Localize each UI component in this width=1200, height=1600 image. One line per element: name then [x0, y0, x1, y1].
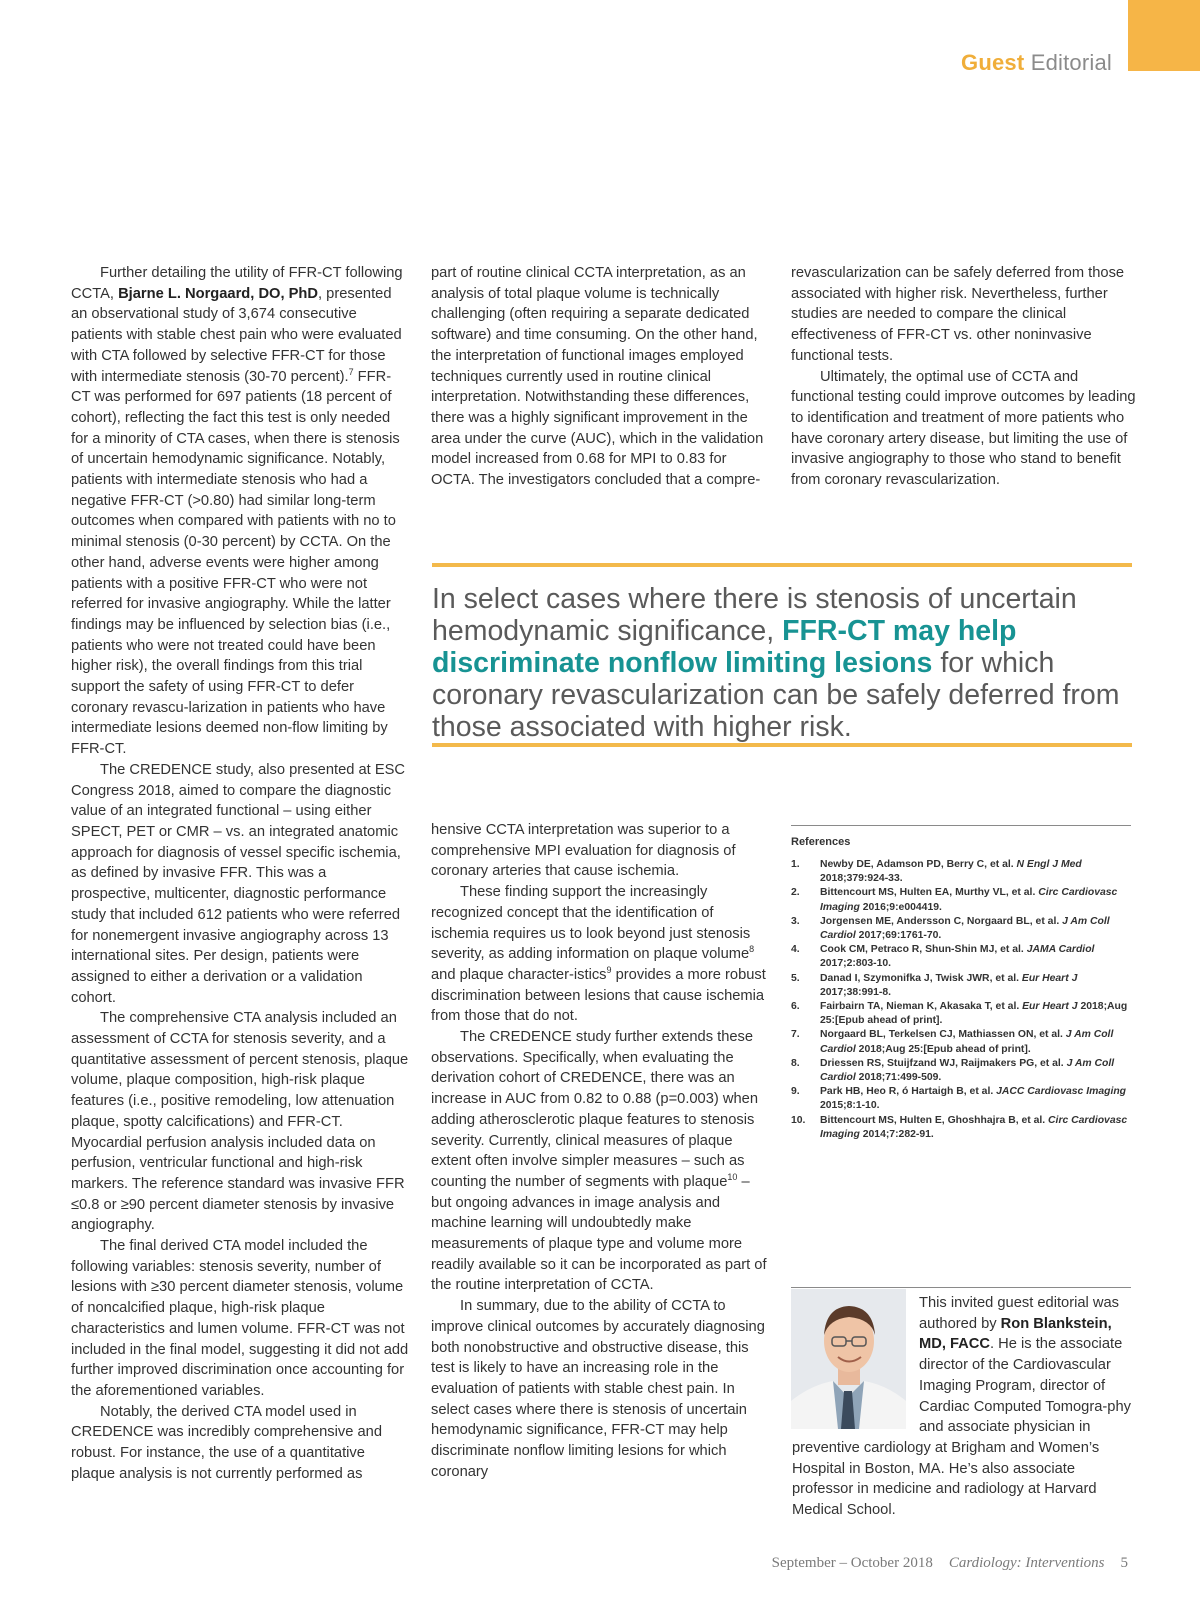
paragraph: The final derived CTA model included the following variables: stenosis severity, number of lesions with ≥30 percent diameter stenosis, volume of noncalcified plaque, high-risk plaque characteristics and lumen volume. FFR-CT was not included in the final model, suggesting it did not add further improved discrimination once accounting for the aforementioned variables. — [71, 1238, 409, 1399]
reference-marker: 8 — [749, 944, 755, 955]
paragraph: In summary, due to the ability of CCTA to improve clinical outcomes by accurately diagnosing both nonobstructive and obstructive disease, this test is likely to have an increasing role in the evaluation of patients with stable chest pain. In select cases where there is stenosis of uncertain hemodynamic significance, FFR-CT may help discriminate nonflow limiting lesions for which coronary — [431, 1298, 765, 1480]
reference-number: 4. — [791, 944, 800, 956]
article-column-3-top — [791, 263, 1136, 491]
reference-number: 9. — [791, 1086, 800, 1098]
paragraph: The CREDENCE study, also presented at ESC Congress 2018, aimed to compare the diagnostic value of an integrated functional – using either SPECT, PET or CMR – vs. an integrated anatomic approach for diagnosis of vessel specific ischemia, as defined by invasive FFR. This was a prospective, multicenter, diagnostic performance study that included 612 patients who were referred for nonemergent invasive angiography across 13 international sites. Per design, patients were assigned to either a derivation or a validation cohort. — [71, 761, 406, 1006]
paragraph: part of routine clinical CCTA interpretation, as an analysis of total plaque volume is technically challenging (often requiring a separate dedicated software) and time consuming. On the other hand, the interpretation of functional images employed techniques currently used in routine clinical interpretation. Notwithstanding these differences, there was a highly significant improvement in the area under the curve (AUC), which in the validation model increased from 0.68 for MPI to 0.83 for OCTA. The investigators concluded that a compre- — [431, 265, 764, 489]
reference-journal: Circ Cardiovasc Imaging — [820, 887, 1118, 913]
reference-journal: JACC Cardiovasc Imaging — [996, 1086, 1127, 1098]
reference-number: 1. — [791, 859, 800, 870]
author-box-rule — [791, 1287, 1131, 1288]
article-column-1 — [71, 263, 409, 1484]
article-column-2-top — [431, 263, 766, 491]
reference-item: 10. Bittencourt MS, Hulten E, Ghoshhajra B, et al. Circ Cardiovasc Imaging 2014;7:282-91. — [791, 1114, 1128, 1140]
reference-item: 9. Park HB, Heo R, ó Hartaigh B, et al. JACC Cardiovasc Imaging 2015;8:1-10. — [791, 1086, 1127, 1112]
paragraph: The CREDENCE study further extends these observations. Specifically, when evaluating the derivation cohort of CREDENCE, there was an increase in AUC from 0.82 to 0.88 (p=0.003) when adding atherosclerotic plaque features to stenosis severity. Currently, clinical measures of plaque extent often involve simpler measures – such as counting the number of segments with plaque$^{10}$ – but ongoing advances in image analysis and machine learning will undoubtedly make measurements of plaque type and volume more readily available so it can be incorporated as part of the routine interpretation of CCTA. — [431, 1029, 767, 1294]
presenter-name: Bjarne L. Norgaard, DO, PhD — [118, 285, 319, 302]
paragraph: The comprehensive CTA analysis included an assessment of CCTA for stenosis severity, and a quantitative assessment of percent stenosis, plaque volume, plaque composition, high-risk plaque features (i.e., positive remodeling, low attenuation plaque, spotty calcifications) and FFR-CT. Myocardial perfusion analysis included data on perfusion, ventricular functional and high-risk markers. The reference standard was invasive FFR ≤0.8 or ≥90 percent diameter stenosis by invasive angiography. — [71, 1010, 409, 1234]
author-name: Ron Blankstein, MD, FACC — [919, 1315, 1112, 1353]
reference-item: 6. Fairbairn TA, Nieman K, Akasaka T, et al. Eur Heart J 2018;Aug 25:[Epub ahead of print]. — [791, 1001, 1128, 1027]
reference-item: 5. Danad I, Szymonifka J, Twisk JWR, et al. Eur Heart J 2017;38:991-8. — [791, 972, 1078, 998]
page-number: 5 — [1120, 1555, 1128, 1571]
reference-number: 5. — [791, 972, 800, 984]
reference-journal: N Engl J Med — [1016, 859, 1082, 870]
pull-quote — [432, 563, 1132, 747]
paragraph: Further detailing the utility of FFR-CT following CCTA, Bjarne L. Norgaard, DO, PhD, presented an observational study of 3,674 consecutive patients with stable chest pain who were evaluated with CTA followed by selective FFR-CT for those with intermediate stenosis (30-70 percent).$^7$ FFR-CT was performed for 697 patients (18 percent of cohort), reflecting the fact this test is only needed for a minority of CTA cases, when there is stenosis of uncertain hemodynamic significance. Notably, patients with intermediate stenosis who had a negative FFR-CT (>0.80) had similar long-term outcomes when compared with patients with no to minimal stenosis (0-30 percent) by CCTA. On the other hand, adverse events were higher among patients with a positive FFR-CT who were not referred for invasive angiography. While the latter findings may be influenced by selection bias (i.e., patients who were not treated could have been higher risk), the overall findings from this trial support the safety of using FFR-CT to defer coronary revascu-larization in patients who have intermediate lesions deemed non-flow limiting by FFR-CT. — [71, 265, 403, 758]
paragraph: Ultimately, the optimal use of CCTA and functional testing could improve outcomes by leading to identification and treatment of more patients who have coronary artery disease, but limiting the use of invasive angiography to those who stand to benefit from coronary revascularization. — [791, 368, 1136, 489]
references-list — [791, 858, 1131, 1142]
reference-journal: J Am Coll Cardiol — [820, 1057, 1115, 1084]
pull-quote-text: In select cases where there is stenosis of uncertain hemodynamic significance, FFR-CT may help discriminate nonflow limiting lesions for which coronary revascularization can be safely deferred from those associated with higher risk. — [432, 583, 1120, 743]
reference-marker: 9 — [606, 965, 612, 976]
section-color-tab — [1128, 0, 1200, 71]
reference-item: 4. Cook CM, Petraco R, Shun-Shin MJ, et al. JAMA Cardiol 2017;2:803-10. — [791, 944, 1095, 970]
reference-item: 2. Bittencourt MS, Hulten EA, Murthy VL, et al. Circ Cardiovasc Imaging 2016;9:e004419. — [791, 887, 1118, 913]
section-title-rest: Editorial — [1030, 50, 1112, 75]
reference-marker: 10 — [727, 1172, 738, 1183]
reference-number: 7. — [791, 1029, 800, 1041]
reference-item: 7. Norgaard BL, Terkelsen CJ, Mathiassen ON, et al. J Am Coll Cardiol 2018;Aug 25:[Epub ahead of print]. — [791, 1029, 1114, 1055]
paragraph: hensive CCTA interpretation was superior to a comprehensive MPI evaluation for diagnosis of coronary arteries that cause ischemia. — [431, 822, 736, 880]
pull-quote-highlight: discriminate nonflow limiting lesions — [432, 647, 933, 679]
section-title — [961, 50, 1112, 76]
pull-quote-highlight: FFR-CT may help — [782, 615, 1017, 647]
reference-item: 1. Newby DE, Adamson PD, Berry C, et al. N Engl J Med 2018;379:924-33. — [791, 859, 1082, 885]
reference-journal: J Am Coll Cardiol — [820, 915, 1110, 942]
paragraph: These finding support the increasingly recognized concept that the identification of ischemia requires us to look beyond just stenosis severity, as adding information on plaque volume$^8$ and plaque character-istics$^9$ provides a more robust discrimination between lesions that cause ischemia from those that do not. — [431, 884, 766, 1025]
page-footer — [772, 1555, 1128, 1572]
references-heading: References — [791, 836, 851, 848]
reference-journal: JAMA Cardiol — [1026, 944, 1095, 956]
article-column-2-bottom — [431, 820, 771, 1483]
reference-journal: Eur Heart J — [1022, 1001, 1078, 1013]
reference-marker: 7 — [348, 366, 354, 377]
reference-journal: Circ Cardiovasc Imaging — [820, 1114, 1128, 1140]
paragraph: revascularization can be safely deferred from those associated with higher risk. Nevertheless, further studies are needed to compare the clinical effectiveness of FFR-CT vs. other noninvasive functional tests. — [791, 265, 1125, 364]
reference-number: 3. — [791, 915, 800, 927]
reference-number: 2. — [791, 887, 800, 899]
reference-journal: J Am Coll Cardiol — [820, 1029, 1114, 1055]
section-title-accent: Guest — [961, 50, 1025, 75]
journal-name: Cardiology: Interventions — [948, 1555, 1105, 1571]
issue-date: September – October 2018 — [771, 1555, 933, 1571]
reference-journal: Eur Heart J — [1021, 972, 1078, 984]
reference-number: 8. — [791, 1057, 800, 1069]
reference-number: 10. — [791, 1114, 806, 1126]
reference-item: 3. Jorgensen ME, Andersson C, Norgaard BL, et al. J Am Coll Cardiol 2017;69:1761-70. — [791, 915, 1110, 942]
paragraph: Notably, the derived CTA model used in CREDENCE was incredibly comprehensive and robust. For instance, the use of a quantitative plaque analysis is not currently performed as — [71, 1403, 383, 1482]
author-bio: This invited guest editorial was authored by Ron Blankstein, MD, FACC. He is the associate director of the Cardiovascular Imaging Program, director of Cardiac Computed Tomogra-phy and associate physician in preventive cardiology at Brigham and Women’s Hospital in Boston, MA. He’s also associate professor in medicine and radiology at Harvard Medical School. — [792, 1295, 1131, 1519]
references-section — [791, 825, 1131, 1142]
reference-item: 8. Driessen RS, Stuijfzand WJ, Raijmakers PG, et al. J Am Coll Cardiol 2018;71:499-509. — [791, 1057, 1115, 1084]
reference-number: 6. — [791, 1001, 800, 1013]
